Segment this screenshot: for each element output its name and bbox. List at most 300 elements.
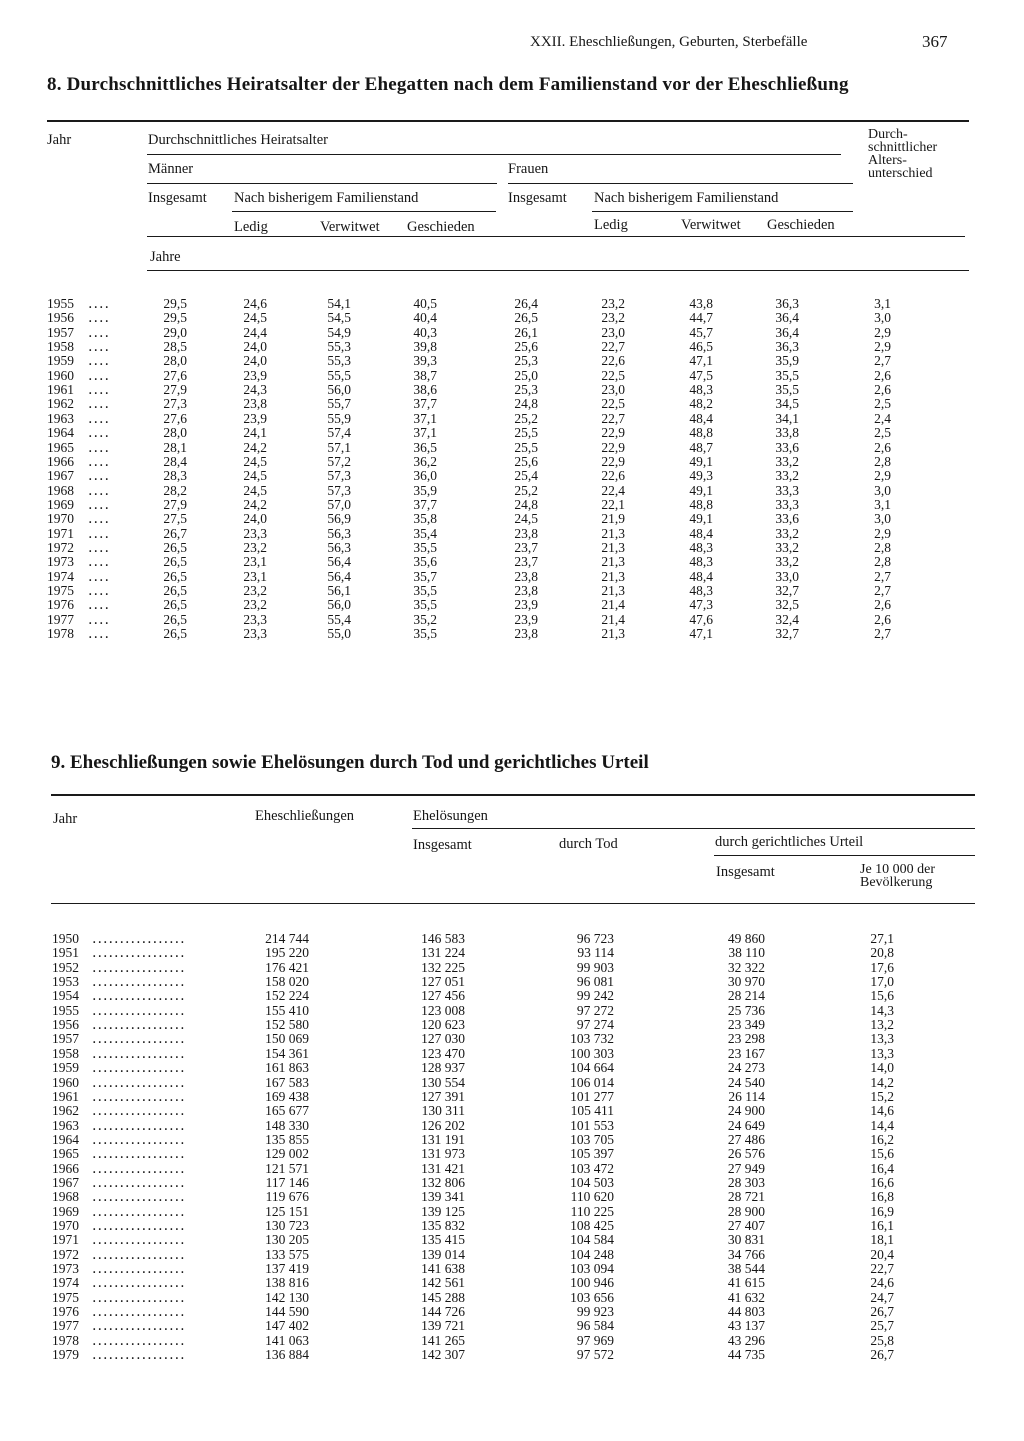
value-cell: 23,9 xyxy=(243,410,267,426)
value-cell: 55,0 xyxy=(327,626,351,642)
table-row xyxy=(0,946,1024,960)
value-cell: 56,1 xyxy=(327,583,351,598)
value-cell: 121 571 xyxy=(265,1160,309,1176)
value-cell: 25,0 xyxy=(514,367,538,383)
value-cell: 96 081 xyxy=(576,974,614,990)
value-cell: 2,4 xyxy=(874,410,891,426)
value-cell: 23,2 xyxy=(601,310,625,326)
leader-dots: ․․․․ xyxy=(88,626,111,642)
leader-dots: ․․․․ xyxy=(88,583,111,598)
value-cell: 43 296 xyxy=(727,1332,765,1348)
year-cell: 1955 xyxy=(47,296,74,311)
value-cell: 2,6 xyxy=(874,597,891,613)
value-cell: 34,5 xyxy=(775,396,799,412)
year-cell: 1976 xyxy=(47,597,74,613)
year-cell: 1973 xyxy=(52,1261,79,1277)
leader-dots: ․․․․ xyxy=(88,339,111,355)
value-cell: 103 656 xyxy=(570,1289,614,1305)
value-cell: 33,2 xyxy=(775,453,799,469)
value-cell: 48,4 xyxy=(689,568,713,584)
year-cell: 1959 xyxy=(47,353,74,369)
value-cell: 152 224 xyxy=(265,988,309,1004)
value-cell: 54,9 xyxy=(327,324,351,340)
value-cell: 48,8 xyxy=(689,496,713,512)
year-cell: 1957 xyxy=(47,324,74,340)
table-row xyxy=(0,1133,1024,1147)
year-cell: 1964 xyxy=(47,425,74,441)
table-row xyxy=(0,989,1024,1003)
value-cell: 44 803 xyxy=(727,1304,765,1320)
value-cell: 28,2 xyxy=(163,482,187,498)
value-cell: 137 419 xyxy=(265,1261,309,1277)
value-cell: 195 220 xyxy=(265,945,309,961)
leader-dots: ․․․․․․․․․․․․․․․․․ xyxy=(92,1117,186,1133)
value-cell: 35,8 xyxy=(413,511,437,527)
value-cell: 24,0 xyxy=(243,339,267,355)
leader-dots: ․․․․․․․․․․․․․․․․․ xyxy=(92,1174,186,1190)
value-cell: 17,6 xyxy=(870,959,894,975)
value-cell: 2,6 xyxy=(874,367,891,383)
table-row xyxy=(0,1348,1024,1362)
value-cell: 47,3 xyxy=(689,597,713,613)
leader-dots: ․․․․․․․․․․․․․․․․․ xyxy=(92,1088,186,1104)
leader-dots: ․․․․․․․․․․․․․․․․․ xyxy=(92,931,186,946)
value-cell: 3,0 xyxy=(874,511,891,527)
value-cell: 27,6 xyxy=(163,410,187,426)
leader-dots: ․․․․ xyxy=(88,296,111,311)
value-cell: 28,4 xyxy=(163,453,187,469)
value-cell: 36,5 xyxy=(413,439,437,455)
leader-dots: ․․․․․․․․․․․․․․․․․ xyxy=(92,1074,186,1090)
year-cell: 1975 xyxy=(47,583,74,598)
value-cell: 176 421 xyxy=(265,959,309,975)
value-cell: 117 146 xyxy=(265,1174,309,1190)
value-cell: 25,3 xyxy=(514,353,538,369)
value-cell: 33,2 xyxy=(775,539,799,555)
value-cell: 28 303 xyxy=(727,1174,765,1190)
value-cell: 101 277 xyxy=(570,1088,614,1104)
value-cell: 22,4 xyxy=(601,482,625,498)
value-cell: 22,7 xyxy=(870,1261,894,1277)
value-cell: 56,4 xyxy=(327,568,351,584)
year-cell: 1967 xyxy=(52,1174,79,1190)
table8-col-ledig-m: Ledig xyxy=(234,219,268,235)
running-title: XXII. Eheschließungen, Geburten, Sterbefälle xyxy=(530,34,808,50)
leader-dots: ․․․․․․․․․․․․․․․․․ xyxy=(92,1103,186,1119)
table9-col-urteil-insgesamt: Insgesamt xyxy=(716,864,775,880)
value-cell: 48,4 xyxy=(689,525,713,541)
value-cell: 97 969 xyxy=(576,1332,614,1348)
value-cell: 48,7 xyxy=(689,439,713,455)
value-cell: 25,8 xyxy=(870,1332,894,1348)
value-cell: 24 649 xyxy=(727,1117,765,1133)
value-cell: 125 151 xyxy=(265,1203,309,1219)
value-cell: 127 030 xyxy=(421,1031,465,1047)
table8-unit: Jahre xyxy=(150,249,181,265)
year-cell: 1969 xyxy=(47,496,74,512)
leader-dots: ․․․․ xyxy=(88,425,111,441)
year-cell: 1979 xyxy=(52,1347,79,1363)
value-cell: 21,3 xyxy=(601,568,625,584)
value-cell: 23,3 xyxy=(243,626,267,642)
value-cell: 49 860 xyxy=(727,931,765,946)
value-cell: 30 970 xyxy=(727,974,765,990)
value-cell: 26,5 xyxy=(163,626,187,642)
value-cell: 2,9 xyxy=(874,525,891,541)
leader-dots: ․․․․․․․․․․․․․․․․․ xyxy=(92,1146,186,1162)
value-cell: 25,4 xyxy=(514,468,538,484)
table9-col-durch-tod: durch Tod xyxy=(559,836,618,852)
value-cell: 14,6 xyxy=(870,1103,894,1119)
value-cell: 26,1 xyxy=(514,324,538,340)
year-cell: 1966 xyxy=(52,1160,79,1176)
value-cell: 23,8 xyxy=(514,583,538,598)
value-cell: 48,3 xyxy=(689,583,713,598)
leader-dots: ․․․․ xyxy=(88,382,111,398)
value-cell: 23,9 xyxy=(243,367,267,383)
value-cell: 150 069 xyxy=(265,1031,309,1047)
value-cell: 49,1 xyxy=(689,453,713,469)
value-cell: 39,3 xyxy=(413,353,437,369)
value-cell: 56,3 xyxy=(327,539,351,555)
value-cell: 132 806 xyxy=(421,1174,465,1190)
table8-title: 8. Durchschnittliches Heiratsalter der Ehegatten nach dem Familienstand vor der Eheschließung xyxy=(47,74,849,95)
year-cell: 1957 xyxy=(52,1031,79,1047)
value-cell: 123 008 xyxy=(421,1002,465,1018)
value-cell: 47,6 xyxy=(689,611,713,627)
table-row xyxy=(0,1061,1024,1075)
value-cell: 33,0 xyxy=(775,568,799,584)
table9-col-insgesamt: Insgesamt xyxy=(413,837,472,853)
value-cell: 141 063 xyxy=(265,1332,309,1348)
value-cell: 141 638 xyxy=(421,1261,465,1277)
value-cell: 24,3 xyxy=(243,382,267,398)
value-cell: 14,2 xyxy=(870,1074,894,1090)
table8-col-verwitwet-m: Verwitwet xyxy=(320,219,380,235)
table9-col-eheloesungen: Ehelösungen xyxy=(413,808,488,824)
table-row xyxy=(0,1032,1024,1046)
value-cell: 167 583 xyxy=(265,1074,309,1090)
value-cell: 33,2 xyxy=(775,468,799,484)
value-cell: 24,8 xyxy=(514,496,538,512)
year-cell: 1961 xyxy=(47,382,74,398)
table-row xyxy=(0,426,1024,440)
value-cell: 57,1 xyxy=(327,439,351,455)
value-cell: 35,9 xyxy=(413,482,437,498)
value-cell: 21,3 xyxy=(601,539,625,555)
value-cell: 16,2 xyxy=(870,1131,894,1147)
year-cell: 1960 xyxy=(52,1074,79,1090)
leader-dots: ․․․․ xyxy=(88,324,111,340)
value-cell: 25,2 xyxy=(514,482,538,498)
value-cell: 47,1 xyxy=(689,353,713,369)
value-cell: 33,3 xyxy=(775,482,799,498)
value-cell: 100 303 xyxy=(570,1045,614,1061)
value-cell: 16,1 xyxy=(870,1218,894,1233)
leader-dots: ․․․․․․․․․․․․․․․․․ xyxy=(92,1318,186,1334)
value-cell: 14,3 xyxy=(870,1002,894,1018)
leader-dots: ․․․․ xyxy=(88,353,111,369)
value-cell: 97 572 xyxy=(576,1347,614,1363)
year-cell: 1962 xyxy=(47,396,74,412)
year-cell: 1955 xyxy=(52,1002,79,1018)
value-cell: 26 576 xyxy=(727,1146,765,1162)
leader-dots: ․․․․․․․․․․․․․․․․․ xyxy=(92,1002,186,1018)
table-row xyxy=(0,1276,1024,1290)
value-cell: 48,3 xyxy=(689,554,713,570)
table-row xyxy=(0,1047,1024,1061)
leader-dots: ․․․․ xyxy=(88,453,111,469)
year-cell: 1976 xyxy=(52,1304,79,1320)
value-cell: 37,1 xyxy=(413,410,437,426)
year-cell: 1968 xyxy=(47,482,74,498)
table9-col-durch-urteil: durch gerichtliches Urteil xyxy=(715,834,864,850)
value-cell: 2,5 xyxy=(874,425,891,441)
value-cell: 27 486 xyxy=(727,1131,765,1147)
year-cell: 1972 xyxy=(47,539,74,555)
table-row xyxy=(0,1262,1024,1276)
table-row xyxy=(0,1205,1024,1219)
table-row xyxy=(0,383,1024,397)
year-cell: 1950 xyxy=(52,931,79,946)
value-cell: 15,6 xyxy=(870,1146,894,1162)
table-row xyxy=(0,1004,1024,1018)
value-cell: 131 191 xyxy=(421,1131,465,1147)
value-cell: 22,7 xyxy=(601,339,625,355)
value-cell: 23,2 xyxy=(243,597,267,613)
value-cell: 20,4 xyxy=(870,1246,894,1262)
value-cell: 20,8 xyxy=(870,945,894,961)
value-cell: 2,7 xyxy=(874,353,891,369)
value-cell: 57,3 xyxy=(327,468,351,484)
value-cell: 2,6 xyxy=(874,382,891,398)
table-row xyxy=(0,340,1024,354)
value-cell: 24 273 xyxy=(727,1060,765,1076)
leader-dots: ․․․․ xyxy=(88,482,111,498)
value-cell: 28,1 xyxy=(163,439,187,455)
value-cell: 24,6 xyxy=(870,1275,894,1291)
value-cell: 49,1 xyxy=(689,511,713,527)
value-cell: 105 411 xyxy=(570,1103,614,1119)
value-cell: 49,1 xyxy=(689,482,713,498)
value-cell: 23,7 xyxy=(514,539,538,555)
value-cell: 104 503 xyxy=(570,1174,614,1190)
value-cell: 21,4 xyxy=(601,611,625,627)
table-row xyxy=(0,1334,1024,1348)
year-cell: 1963 xyxy=(52,1117,79,1133)
value-cell: 57,3 xyxy=(327,482,351,498)
value-cell: 37,1 xyxy=(413,425,437,441)
table8-col-maenner: Männer xyxy=(148,161,194,177)
leader-dots: ․․․․ xyxy=(88,539,111,555)
value-cell: 23,9 xyxy=(514,611,538,627)
table8-col-insgesamt-f: Insgesamt xyxy=(508,190,567,206)
value-cell: 138 816 xyxy=(265,1275,309,1291)
value-cell: 38 544 xyxy=(727,1261,765,1277)
leader-dots: ․․․․ xyxy=(88,525,111,541)
leader-dots: ․․․․․․․․․․․․․․․․․ xyxy=(92,988,186,1004)
value-cell: 28 721 xyxy=(727,1189,765,1205)
value-cell: 2,8 xyxy=(874,554,891,570)
leader-dots: ․․․․․․․․․․․․․․․․․ xyxy=(92,1332,186,1348)
leader-dots: ․․․․․․․․․․․․․․․․․ xyxy=(92,1017,186,1033)
value-cell: 2,8 xyxy=(874,453,891,469)
table-row xyxy=(0,1162,1024,1176)
leader-dots: ․․․․․․․․․․․․․․․․․ xyxy=(92,1304,186,1320)
value-cell: 161 863 xyxy=(265,1060,309,1076)
table-row xyxy=(0,1147,1024,1161)
value-cell: 26,4 xyxy=(514,296,538,311)
leader-dots: ․․․․ xyxy=(88,410,111,426)
table-row xyxy=(0,441,1024,455)
value-cell: 47,5 xyxy=(689,367,713,383)
value-cell: 37,7 xyxy=(413,496,437,512)
value-cell: 34 766 xyxy=(727,1246,765,1262)
year-cell: 1956 xyxy=(52,1017,79,1033)
year-cell: 1971 xyxy=(52,1232,79,1248)
leader-dots: ․․․․․․․․․․․․․․․․․ xyxy=(92,1060,186,1076)
value-cell: 26,5 xyxy=(514,310,538,326)
value-cell: 158 020 xyxy=(265,974,309,990)
leader-dots: ․․․․ xyxy=(88,611,111,627)
value-cell: 141 265 xyxy=(421,1332,465,1348)
value-cell: 55,5 xyxy=(327,367,351,383)
table-row xyxy=(0,541,1024,555)
value-cell: 23,2 xyxy=(243,539,267,555)
value-cell: 142 561 xyxy=(421,1275,465,1291)
value-cell: 36,4 xyxy=(775,324,799,340)
value-cell: 103 472 xyxy=(570,1160,614,1176)
value-cell: 106 014 xyxy=(570,1074,614,1090)
value-cell: 24,5 xyxy=(514,511,538,527)
value-cell: 27 949 xyxy=(727,1160,765,1176)
value-cell: 34,1 xyxy=(775,410,799,426)
table-row xyxy=(0,1104,1024,1118)
leader-dots: ․․․․․․․․․․․․․․․․․ xyxy=(92,1131,186,1147)
value-cell: 41 632 xyxy=(727,1289,765,1305)
table-row xyxy=(0,484,1024,498)
value-cell: 55,9 xyxy=(327,410,351,426)
year-cell: 1952 xyxy=(52,959,79,975)
table-row xyxy=(0,1319,1024,1333)
value-cell: 33,2 xyxy=(775,525,799,541)
value-cell: 144 726 xyxy=(421,1304,465,1320)
value-cell: 45,7 xyxy=(689,324,713,340)
value-cell: 99 903 xyxy=(576,959,614,975)
value-cell: 56,0 xyxy=(327,382,351,398)
value-cell: 22,5 xyxy=(601,367,625,383)
value-cell: 142 307 xyxy=(421,1347,465,1363)
value-cell: 35,2 xyxy=(413,611,437,627)
value-cell: 136 884 xyxy=(265,1347,309,1363)
value-cell: 23,3 xyxy=(243,611,267,627)
leader-dots: ․․․․ xyxy=(88,367,111,383)
year-cell: 1951 xyxy=(52,945,79,961)
value-cell: 148 330 xyxy=(265,1117,309,1133)
value-cell: 155 410 xyxy=(265,1002,309,1018)
table-row xyxy=(0,455,1024,469)
value-cell: 28 214 xyxy=(727,988,765,1004)
value-cell: 127 051 xyxy=(421,974,465,990)
value-cell: 93 114 xyxy=(577,945,614,961)
value-cell: 22,1 xyxy=(601,496,625,512)
value-cell: 100 946 xyxy=(570,1275,614,1291)
value-cell: 22,7 xyxy=(601,410,625,426)
table-row xyxy=(0,613,1024,627)
value-cell: 2,9 xyxy=(874,339,891,355)
year-cell: 1965 xyxy=(52,1146,79,1162)
leader-dots: ․․․․․․․․․․․․․․․․․ xyxy=(92,1289,186,1305)
value-cell: 131 973 xyxy=(421,1146,465,1162)
value-cell: 29,5 xyxy=(163,296,187,311)
table8-col-ledig-f: Ledig xyxy=(594,217,628,233)
value-cell: 23 349 xyxy=(727,1017,765,1033)
table-row xyxy=(0,412,1024,426)
year-cell: 1958 xyxy=(47,339,74,355)
value-cell: 135 855 xyxy=(265,1131,309,1147)
table9-col-eheschliessungen: Eheschließungen xyxy=(255,808,355,824)
value-cell: 22,5 xyxy=(601,396,625,412)
value-cell: 26,5 xyxy=(163,568,187,584)
year-cell: 1975 xyxy=(52,1289,79,1305)
value-cell: 18,1 xyxy=(870,1232,894,1248)
value-cell: 26,5 xyxy=(163,611,187,627)
value-cell: 24,1 xyxy=(243,425,267,441)
value-cell: 36,0 xyxy=(413,468,437,484)
value-cell: 127 456 xyxy=(421,988,465,1004)
value-cell: 33,2 xyxy=(775,554,799,570)
value-cell: 2,7 xyxy=(874,583,891,598)
value-cell: 23,8 xyxy=(514,568,538,584)
leader-dots: ․․․․ xyxy=(88,568,111,584)
value-cell: 32,5 xyxy=(775,597,799,613)
table-row xyxy=(0,469,1024,483)
value-cell: 14,4 xyxy=(870,1117,894,1133)
value-cell: 25,6 xyxy=(514,339,538,355)
value-cell: 142 130 xyxy=(265,1289,309,1305)
value-cell: 25,6 xyxy=(514,453,538,469)
value-cell: 21,3 xyxy=(601,626,625,642)
table9-col-jahr: Jahr xyxy=(53,811,78,827)
value-cell: 139 341 xyxy=(421,1189,465,1205)
table-row xyxy=(0,1176,1024,1190)
value-cell: 13,3 xyxy=(870,1045,894,1061)
leader-dots: ․․․․ xyxy=(88,396,111,412)
value-cell: 43,8 xyxy=(689,296,713,311)
value-cell: 99 242 xyxy=(576,988,614,1004)
value-cell: 27,9 xyxy=(163,382,187,398)
value-cell: 35,5 xyxy=(775,367,799,383)
value-cell: 15,2 xyxy=(870,1088,894,1104)
value-cell: 139 014 xyxy=(421,1246,465,1262)
value-cell: 57,0 xyxy=(327,496,351,512)
value-cell: 24,8 xyxy=(514,396,538,412)
table-row xyxy=(0,1233,1024,1247)
value-cell: 23,8 xyxy=(514,626,538,642)
value-cell: 2,8 xyxy=(874,539,891,555)
value-cell: 104 248 xyxy=(570,1246,614,1262)
value-cell: 23,0 xyxy=(601,382,625,398)
year-cell: 1956 xyxy=(47,310,74,326)
table-row xyxy=(0,326,1024,340)
value-cell: 123 470 xyxy=(421,1045,465,1061)
table-row xyxy=(0,1219,1024,1233)
table9-col-je-10000: Je 10 000 der Bevölkerung xyxy=(860,862,936,890)
value-cell: 152 580 xyxy=(265,1017,309,1033)
value-cell: 28,3 xyxy=(163,468,187,484)
value-cell: 23 167 xyxy=(727,1045,765,1061)
value-cell: 103 094 xyxy=(570,1261,614,1277)
